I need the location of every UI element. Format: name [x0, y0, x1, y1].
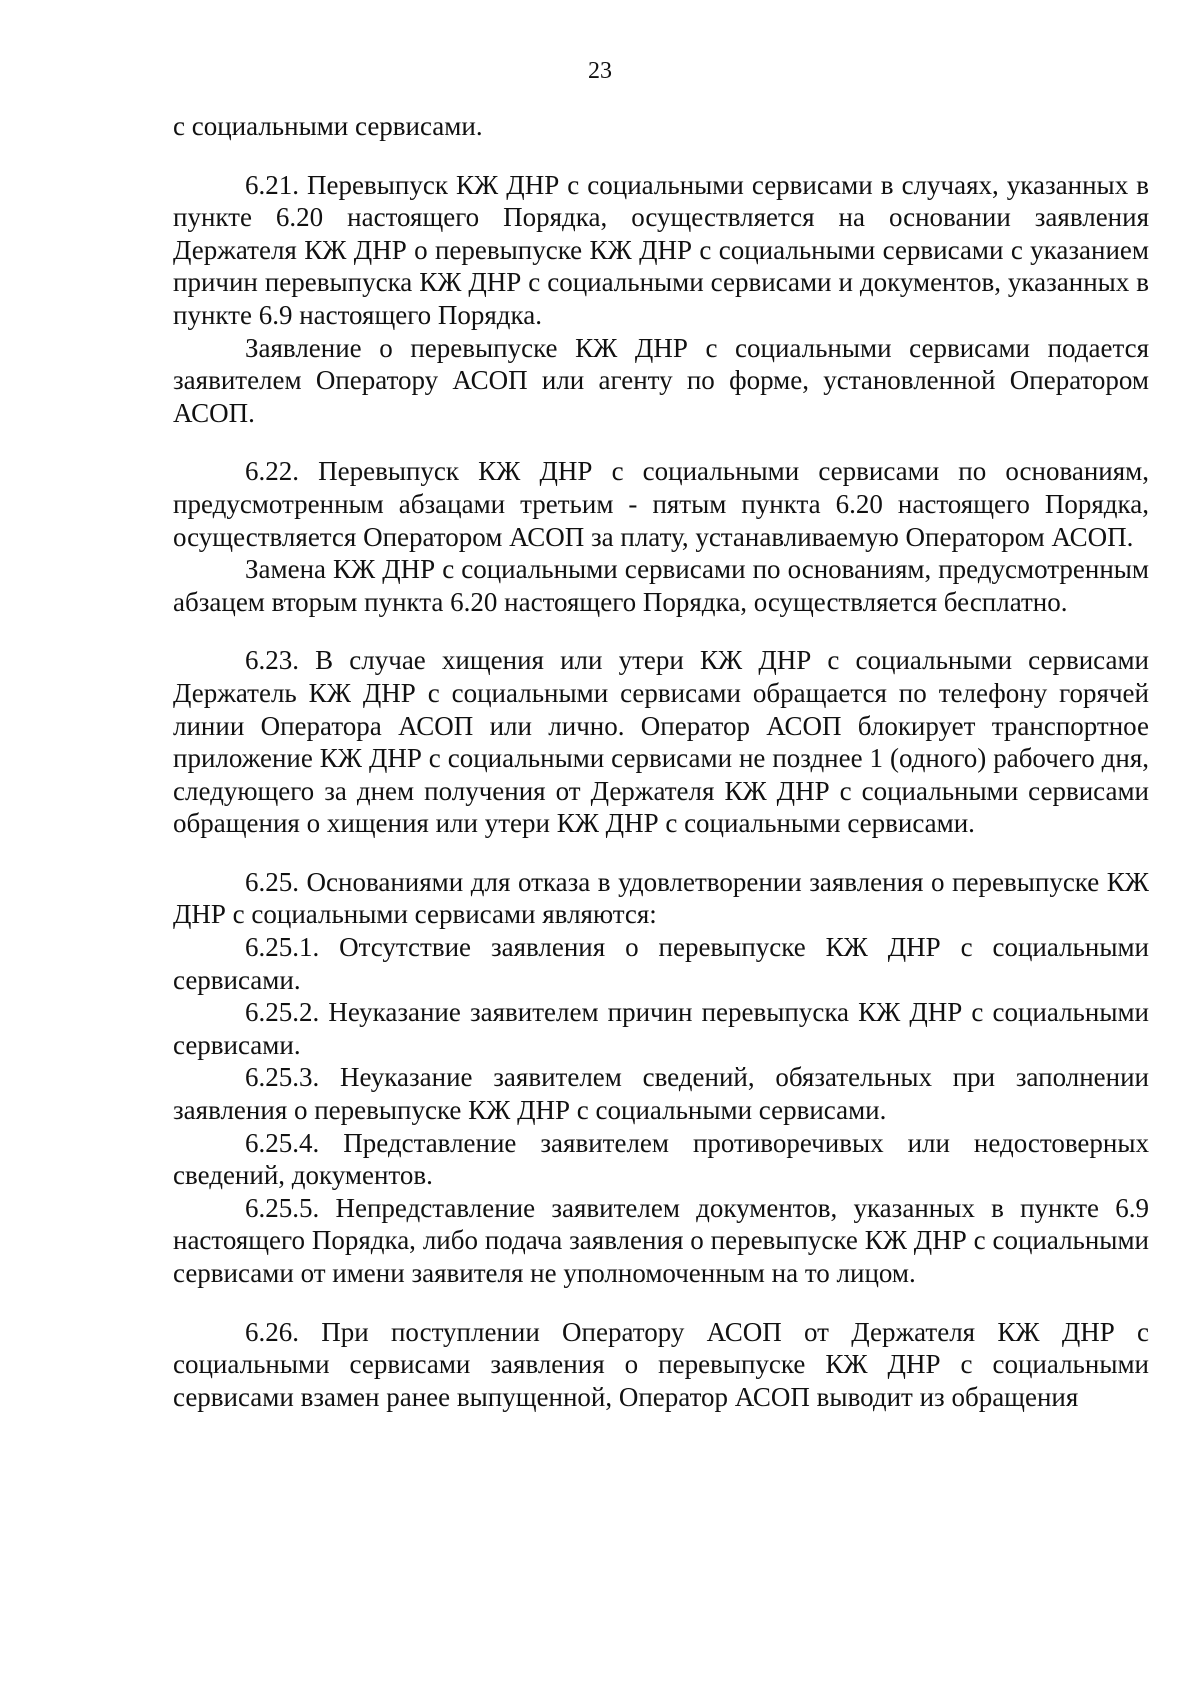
paragraph-6-26: 6.26. При поступлении Оператору АСОП от Держателя КЖ ДНР с социальными сервисами заявления о перевыпуске КЖ ДНР с социальными сервисами взамен ранее выпущенной, Оператор АСОП выводит из обращения: [173, 1316, 1149, 1412]
paragraph-6-25: 6.25. Основаниями для отказа в удовлетворении заявления о перевыпуске КЖ ДНР с социальными сервисами являются:: [173, 866, 1149, 930]
paragraph-6-25-1: 6.25.1. Отсутствие заявления о перевыпуске КЖ ДНР с социальными сервисами.: [173, 932, 1149, 995]
paragraph-6-22: 6.22. Перевыпуск КЖ ДНР с социальными сервисами по основаниям, предусмотренным абзацами третьим - пятым пункта 6.20 настоящего Порядка, осуществляется Оператором АСОП за плату, устанавливаемую Оператором АСОП.: [173, 456, 1149, 552]
paragraph-continuation: с социальными сервисами.: [173, 111, 483, 141]
paragraph-6-22-replacement: Замена КЖ ДНР с социальными сервисами по основаниям, предусмотренным абзацем вторым пункта 6.20 настоящего Порядка, осуществляется бесплатно.: [173, 554, 1149, 617]
paragraph-6-23: 6.23. В случае хищения или утери КЖ ДНР с социальными сервисами Держатель КЖ ДНР с социальными сервисами обращается по телефону горячей линии Оператора АСОП или лично. Оператор АСОП блокирует транспортное приложение КЖ ДНР с социальными сервисами не позднее 1 (одного) рабочего дня, следующего за днем получения от Держателя КЖ ДНР с социальными сервисами обращения о хищения или утери КЖ ДНР с социальными сервисами.: [173, 645, 1149, 839]
document-body: [173, 110, 1149, 1413]
paragraph-6-21: 6.21. Перевыпуск КЖ ДНР с социальными сервисами в случаях, указанных в пункте 6.20 настоящего Порядка, осуществляется на основании заявления Держателя КЖ ДНР о перевыпуске КЖ ДНР с социальными сервисами с указанием причин перевыпуска КЖ ДНР с социальными сервисами и документов, указанных в пункте 6.9 настоящего Порядка.: [173, 169, 1149, 330]
paragraph-6-25-4: 6.25.4. Представление заявителем противоречивых или недостоверных сведений, документов.: [173, 1127, 1149, 1191]
paragraph-6-25-5: 6.25.5. Непредставление заявителем документов, указанных в пункте 6.9 настоящего Порядка, либо подача заявления о перевыпуске КЖ ДНР с социальными сервисами от имени заявителя не уполномоченным на то лицом.: [173, 1192, 1149, 1288]
page-number: 23: [588, 58, 612, 84]
paragraph-6-21-application: Заявление о перевыпуске КЖ ДНР с социальными сервисами подается заявителем Оператору АСОП или агенту по форме, установленной Оператором АСОП.: [173, 332, 1149, 428]
paragraph-6-25-3: 6.25.3. Неуказание заявителем сведений, обязательных при заполнении заявления о перевыпуске КЖ ДНР с социальными сервисами.: [173, 1062, 1149, 1126]
paragraph-6-25-2: 6.25.2. Неуказание заявителем причин перевыпуска КЖ ДНР с социальными сервисами.: [173, 997, 1149, 1060]
